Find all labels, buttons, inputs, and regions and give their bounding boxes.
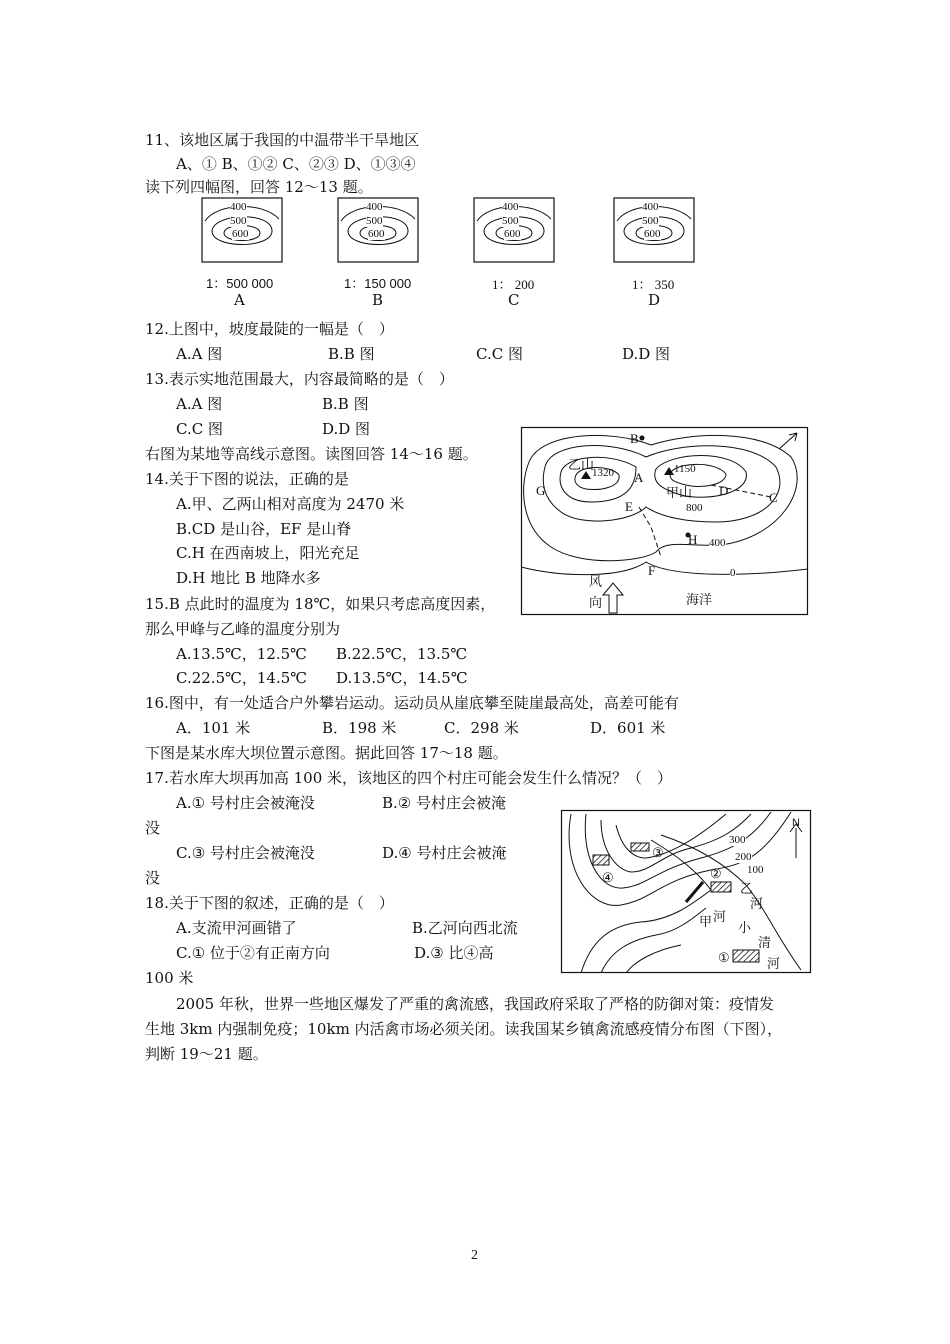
- q17-text: 17.若水库大坝再加高 100 米，该地区的四个村庄可能会发生什么情况？（ ）: [145, 769, 673, 787]
- cm-F: F: [648, 563, 656, 578]
- cm-yi-shan: 乙山: [568, 457, 595, 472]
- q14-option-c: C.H 在西南坡上，阳光充足: [176, 544, 360, 562]
- cm-400: 400: [709, 537, 726, 549]
- rm-100: 100: [747, 864, 764, 876]
- small-c-400: 400: [502, 201, 519, 213]
- page-number: 2: [471, 1248, 478, 1263]
- q13-text: 13.表示实地范围最大，内容最简略的是（ ）: [145, 370, 454, 388]
- q17-option-d: D.④ 号村庄会被淹: [382, 844, 507, 862]
- small-a-600: 600: [232, 228, 249, 240]
- q11-text: 11、该地区属于我国的中温带半干旱地区: [145, 131, 420, 149]
- cm-jia-height: 1150: [674, 463, 696, 475]
- rm-he2: 河: [713, 909, 727, 924]
- q18-option-c: C.① 位于②有正南方向: [176, 944, 330, 962]
- rm-qing: 清: [758, 935, 772, 950]
- q15-option-c: C.22.5℃，14.5℃: [176, 669, 308, 687]
- scale-d: 1： 350: [632, 277, 675, 292]
- cm-wind-1: 风: [589, 574, 603, 589]
- rm-north: N: [792, 817, 800, 829]
- rm-200: 200: [735, 851, 752, 863]
- intro-12-13: 读下列四幅图，回答 12～13 题。: [145, 178, 373, 196]
- q15-option-b: B.22.5℃，13.5℃: [336, 645, 468, 663]
- intro-14-16: 右图为某地等高线示意图。读图回答 14～16 题。: [145, 445, 478, 463]
- q14-text: 14.关于下图的说法，正确的是: [145, 470, 349, 488]
- small-a-400: 400: [230, 201, 247, 213]
- small-d-500: 500: [642, 215, 659, 227]
- small-b-400: 400: [366, 201, 383, 213]
- cm-D: D: [719, 483, 729, 498]
- q12-option-b: B.B 图: [328, 345, 375, 363]
- q13-option-d: D.D 图: [322, 420, 371, 438]
- q16-option-c: C．298 米: [444, 719, 519, 737]
- cm-E: E: [625, 499, 633, 514]
- q13-option-c: C.C 图: [176, 420, 223, 438]
- scale-a: 1：500 000: [206, 276, 274, 291]
- para-19-21-line1: 2005 年秋，世界一些地区爆发了严重的禽流感，我国政府采取了严格的防御对策：疫情发: [176, 995, 774, 1013]
- q13-option-b: B.B 图: [322, 395, 369, 413]
- small-b-600: 600: [368, 228, 385, 240]
- q17-option-a: A.① 号村庄会被淹没: [176, 794, 315, 812]
- q14-option-d: D.H 地比 B 地降水多: [176, 569, 321, 587]
- rm-v4: ④: [602, 870, 614, 885]
- q18-option-a: A.支流甲河画错了: [176, 919, 297, 937]
- q16-option-a: A．101 米: [176, 719, 251, 737]
- cm-0: 0: [730, 567, 736, 579]
- q17-option-b: B.② 号村庄会被淹: [382, 794, 507, 812]
- small-contour-maps: [0, 195, 950, 315]
- cm-C: C: [769, 490, 778, 505]
- rm-v2: ②: [710, 866, 722, 881]
- label-d: D: [648, 291, 661, 309]
- rm-v1: ①: [718, 950, 730, 965]
- reservoir-map: [561, 810, 811, 973]
- cm-wind-2: 向: [589, 595, 603, 610]
- scale-b: 1：150 000: [344, 276, 412, 291]
- small-b-500: 500: [366, 215, 383, 227]
- q16-option-b: B．198 米: [322, 719, 397, 737]
- q15-option-d: D.13.5℃，14.5℃: [336, 669, 468, 687]
- q16-text: 16.图中，有一处适合户外攀岩运动。运动员从崖底攀至陡崖最高处，高差可能有: [145, 694, 679, 712]
- q14-option-b: B.CD 是山谷，EF 是山脊: [176, 520, 352, 538]
- para-19-21-line2: 生地 3km 内强制免疫；10km 内活禽市场必须关闭。读我国某乡镇禽流感疫情分布图（下图），: [145, 1020, 783, 1038]
- q15-option-a: A.13.5℃，12.5℃: [176, 645, 307, 663]
- q18-option-d: D.③ 比④高: [414, 944, 494, 962]
- q15-text-2: 那么甲峰与乙峰的温度分别为: [145, 620, 341, 638]
- cm-G: G: [536, 483, 546, 498]
- scale-c: 1： 200: [492, 277, 535, 292]
- q18-text: 18.关于下图的叙述，正确的是（ ）: [145, 894, 394, 912]
- small-a-500: 500: [230, 215, 247, 227]
- q17-wrap-2: 没: [145, 869, 161, 887]
- cm-H: H: [688, 532, 698, 547]
- intro-17-18: 下图是某水库大坝位置示意图。据此回答 17～18 题。: [145, 744, 508, 762]
- q13-option-a: A.A 图: [176, 395, 223, 413]
- small-c-500: 500: [502, 215, 519, 227]
- para-19-21-line3: 判断 19～21 题。: [145, 1045, 268, 1063]
- q17-wrap-1: 没: [145, 819, 161, 837]
- q12-option-d: D.D 图: [622, 345, 671, 363]
- cm-800: 800: [686, 502, 703, 514]
- rm-he1: 河: [750, 896, 764, 911]
- label-c: C: [508, 291, 520, 309]
- q11-options: A、① B、①② C、②③ D、①③④: [176, 155, 416, 173]
- q14-option-a: A.甲、乙两山相对高度为 2470 米: [176, 495, 405, 513]
- q15-text-1: 15.B 点此时的温度为 18℃，如果只考虑高度因素，: [145, 595, 496, 613]
- small-d-600: 600: [644, 228, 661, 240]
- label-a: A: [234, 291, 245, 309]
- rm-he3: 河: [767, 956, 781, 971]
- cm-yi-height: 1320: [592, 467, 614, 479]
- cm-B: B: [630, 431, 639, 446]
- cm-jia-shan: 甲山: [666, 485, 693, 500]
- rm-jia: 甲: [699, 914, 713, 929]
- small-c-600: 600: [504, 228, 521, 240]
- label-b: B: [372, 291, 384, 309]
- q12-option-a: A.A 图: [176, 345, 223, 363]
- rm-300: 300: [729, 834, 746, 846]
- rm-xiao: 小: [738, 920, 752, 935]
- cm-ocean: 海洋: [686, 592, 713, 607]
- q18-wrap: 100 米: [145, 969, 194, 987]
- rm-yi: 乙: [740, 881, 754, 896]
- q17-option-c: C.③ 号村庄会被淹没: [176, 844, 315, 862]
- contour-map: [521, 427, 808, 615]
- cm-A: A: [634, 470, 644, 485]
- q12-text: 12.上图中，坡度最陡的一幅是（ ）: [145, 320, 394, 338]
- q18-option-b: B.乙河向西北流: [412, 919, 518, 937]
- q16-option-d: D．601 米: [590, 719, 666, 737]
- q12-option-c: C.C 图: [476, 345, 523, 363]
- rm-v3: ③: [652, 845, 664, 860]
- small-d-400: 400: [642, 201, 659, 213]
